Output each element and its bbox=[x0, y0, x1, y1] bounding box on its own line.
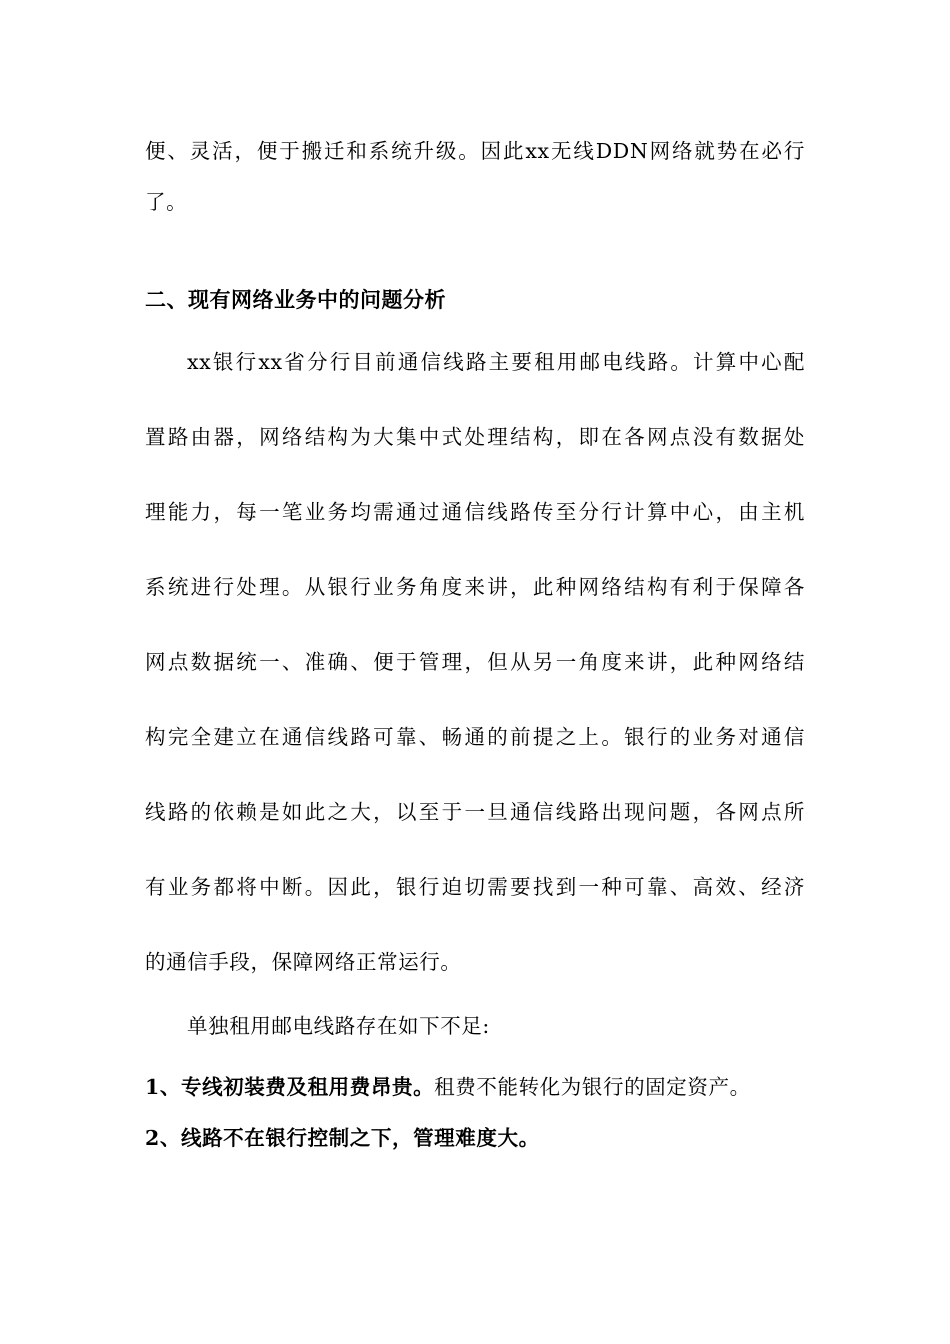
intro-line-2: 了。 bbox=[145, 190, 188, 214]
list-item-2 bbox=[145, 1124, 805, 1152]
main-paragraph-line-5: 网点数据统一、准确、便于管理，但从另一角度来讲，此种网络结 bbox=[145, 650, 805, 674]
list-item-1 bbox=[145, 1073, 805, 1101]
section-heading: 二、现有网络业务中的问题分析 bbox=[145, 288, 446, 312]
shortfall-intro: 单独租用邮电线路存在如下不足: bbox=[187, 1014, 490, 1038]
main-paragraph-line-1: xx银行xx省分行目前通信线路主要租用邮电线路。计算中心配 bbox=[187, 350, 805, 374]
intro-line-1: 便、灵活，便于搬迁和系统升级。因此xx无线DDN网络就势在必行 bbox=[145, 139, 805, 163]
main-paragraph-line-9: 的通信手段，保障网络正常运行。 bbox=[145, 950, 462, 974]
main-paragraph-line-8: 有业务都将中断。因此，银行迫切需要找到一种可靠、高效、经济 bbox=[145, 875, 805, 899]
main-paragraph-line-7: 线路的依赖是如此之大，以至于一旦通信线路出现问题，各网点所 bbox=[145, 800, 805, 824]
main-paragraph-line-3: 理能力，每一笔业务均需通过通信线路传至分行计算中心，由主机 bbox=[145, 500, 805, 524]
main-paragraph-line-4: 系统进行处理。从银行业务角度来讲，此种网络结构有利于保障各 bbox=[145, 575, 805, 599]
list-item-1-text: 租费不能转化为银行的固定资产。 bbox=[434, 1075, 751, 1099]
main-paragraph-line-6: 构完全建立在通信线路可靠、畅通的前提之上。银行的业务对通信 bbox=[145, 725, 805, 749]
main-paragraph-line-2: 置路由器，网络结构为大集中式处理结构，即在各网点没有数据处 bbox=[145, 425, 805, 449]
list-item-1-bold: 1、专线初装费及租用费昂贵。 bbox=[145, 1075, 435, 1099]
list-item-2-bold: 2、线路不在银行控制之下，管理难度大。 bbox=[145, 1126, 540, 1150]
